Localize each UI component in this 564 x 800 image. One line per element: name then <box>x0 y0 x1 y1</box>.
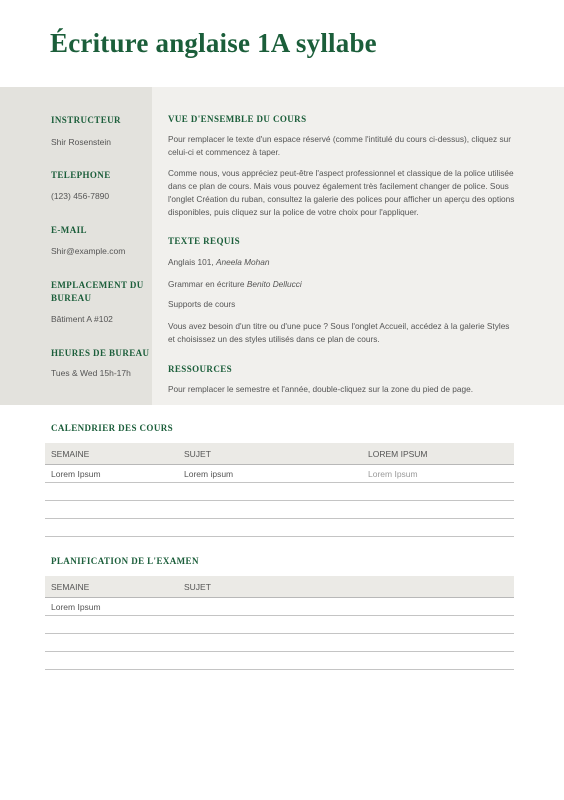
required-text-item <box>168 279 302 289</box>
table-cell[interactable] <box>178 483 362 501</box>
overview-heading: VUE D'ENSEMBLE DU COURS <box>168 114 307 124</box>
table-cell[interactable] <box>362 519 514 537</box>
column-header-subject: SUJET <box>178 576 514 598</box>
table-cell[interactable]: Lorem Ipsum <box>45 465 178 483</box>
office-location-heading: EMPLACEMENT DU BUREAU <box>51 280 144 303</box>
table-cell[interactable] <box>45 483 178 501</box>
table-row <box>45 483 514 501</box>
table-row <box>45 598 514 616</box>
exam-heading: PLANIFICATION DE L'EXAMEN <box>51 556 199 566</box>
text-title: Grammar en écriture <box>168 279 245 289</box>
required-text-item <box>168 257 270 267</box>
text-title: Anglais 101, <box>168 257 214 267</box>
table-cell[interactable] <box>178 634 514 652</box>
instructor-sidebar <box>0 87 152 405</box>
office-hours-heading: HEURES DE BUREAU <box>51 348 150 358</box>
table-cell[interactable]: Lorem Ipsum <box>45 598 178 616</box>
document-title: Écriture anglaise 1A syllabe <box>50 28 377 58</box>
calendar-table <box>45 443 514 537</box>
table-cell[interactable]: Lorem ipsum <box>178 465 362 483</box>
overview-paragraph: Comme nous, vous appréciez peut-être l'aspect professionnel et classique de la police utilisée dans ce plan de cours. Mais vous pouvez également très facilement changer de police. Sous l'onglet Création du ruban, consultez la galerie des polices pour afficher un aperçu des options disponibles, puis cliquez sur la police de votre choix pour l'appliquer. <box>168 168 515 217</box>
table-header-row <box>45 576 514 598</box>
table-cell[interactable] <box>362 483 514 501</box>
phone-heading: TELEPHONE <box>51 170 111 180</box>
info-band <box>0 87 564 405</box>
calendar-heading: CALENDRIER DES COURS <box>51 423 174 433</box>
email-heading: E-MAIL <box>51 225 87 235</box>
table-cell[interactable] <box>178 598 514 616</box>
table-cell[interactable] <box>178 501 362 519</box>
column-header-subject: SUJET <box>178 443 362 465</box>
column-header-lorem: LOREM IPSUM <box>362 443 514 465</box>
column-header-week: SEMAINE <box>45 576 178 598</box>
table-row <box>45 501 514 519</box>
required-texts-heading: TEXTE REQUIS <box>168 236 241 246</box>
resources-heading: RESSOURCES <box>168 364 233 374</box>
table-cell[interactable] <box>45 616 178 634</box>
table-row <box>45 616 514 634</box>
table-row <box>45 634 514 652</box>
text-title: Supports de cours <box>168 299 236 309</box>
phone-value: (123) 456-7890 <box>51 191 110 201</box>
text-author: Benito Dellucci <box>246 279 302 289</box>
table-cell[interactable] <box>45 652 178 670</box>
texts-note: Vous avez besoin d'un titre ou d'une puce ? Sous l'onglet Accueil, accédez à la galerie Styles et choisissez un des styles utilisés dans ce plan de cours. <box>168 321 510 344</box>
table-row <box>45 652 514 670</box>
email-value: Shir@example.com <box>51 246 126 256</box>
table-row <box>45 519 514 537</box>
overview-paragraph: Pour remplacer le texte d'un espace réservé (comme l'intitulé du cours ci-dessus), cliquez sur celui-ci et commencez à taper. <box>168 134 512 157</box>
table-cell[interactable] <box>45 519 178 537</box>
required-text-item <box>168 299 235 309</box>
table-cell[interactable] <box>178 519 362 537</box>
table-row <box>45 465 514 483</box>
instructor-name: Shir Rosenstein <box>51 137 112 147</box>
table-cell[interactable] <box>45 634 178 652</box>
text-author: Aneela Mohan <box>215 257 270 267</box>
table-cell[interactable] <box>362 501 514 519</box>
exam-table <box>45 576 514 670</box>
column-header-week: SEMAINE <box>45 443 178 465</box>
table-cell[interactable]: Lorem Ipsum <box>362 465 514 483</box>
resources-text: Pour remplacer le semestre et l'année, double-cliquez sur la zone du pied de page. <box>168 384 474 394</box>
table-header-row <box>45 443 514 465</box>
office-hours-value: Tues & Wed 15h-17h <box>51 368 131 378</box>
office-location-value: Bâtiment A #102 <box>51 314 113 324</box>
table-cell[interactable] <box>178 616 514 634</box>
instructor-heading: INSTRUCTEUR <box>51 115 121 125</box>
table-cell[interactable] <box>178 652 514 670</box>
table-cell[interactable] <box>45 501 178 519</box>
